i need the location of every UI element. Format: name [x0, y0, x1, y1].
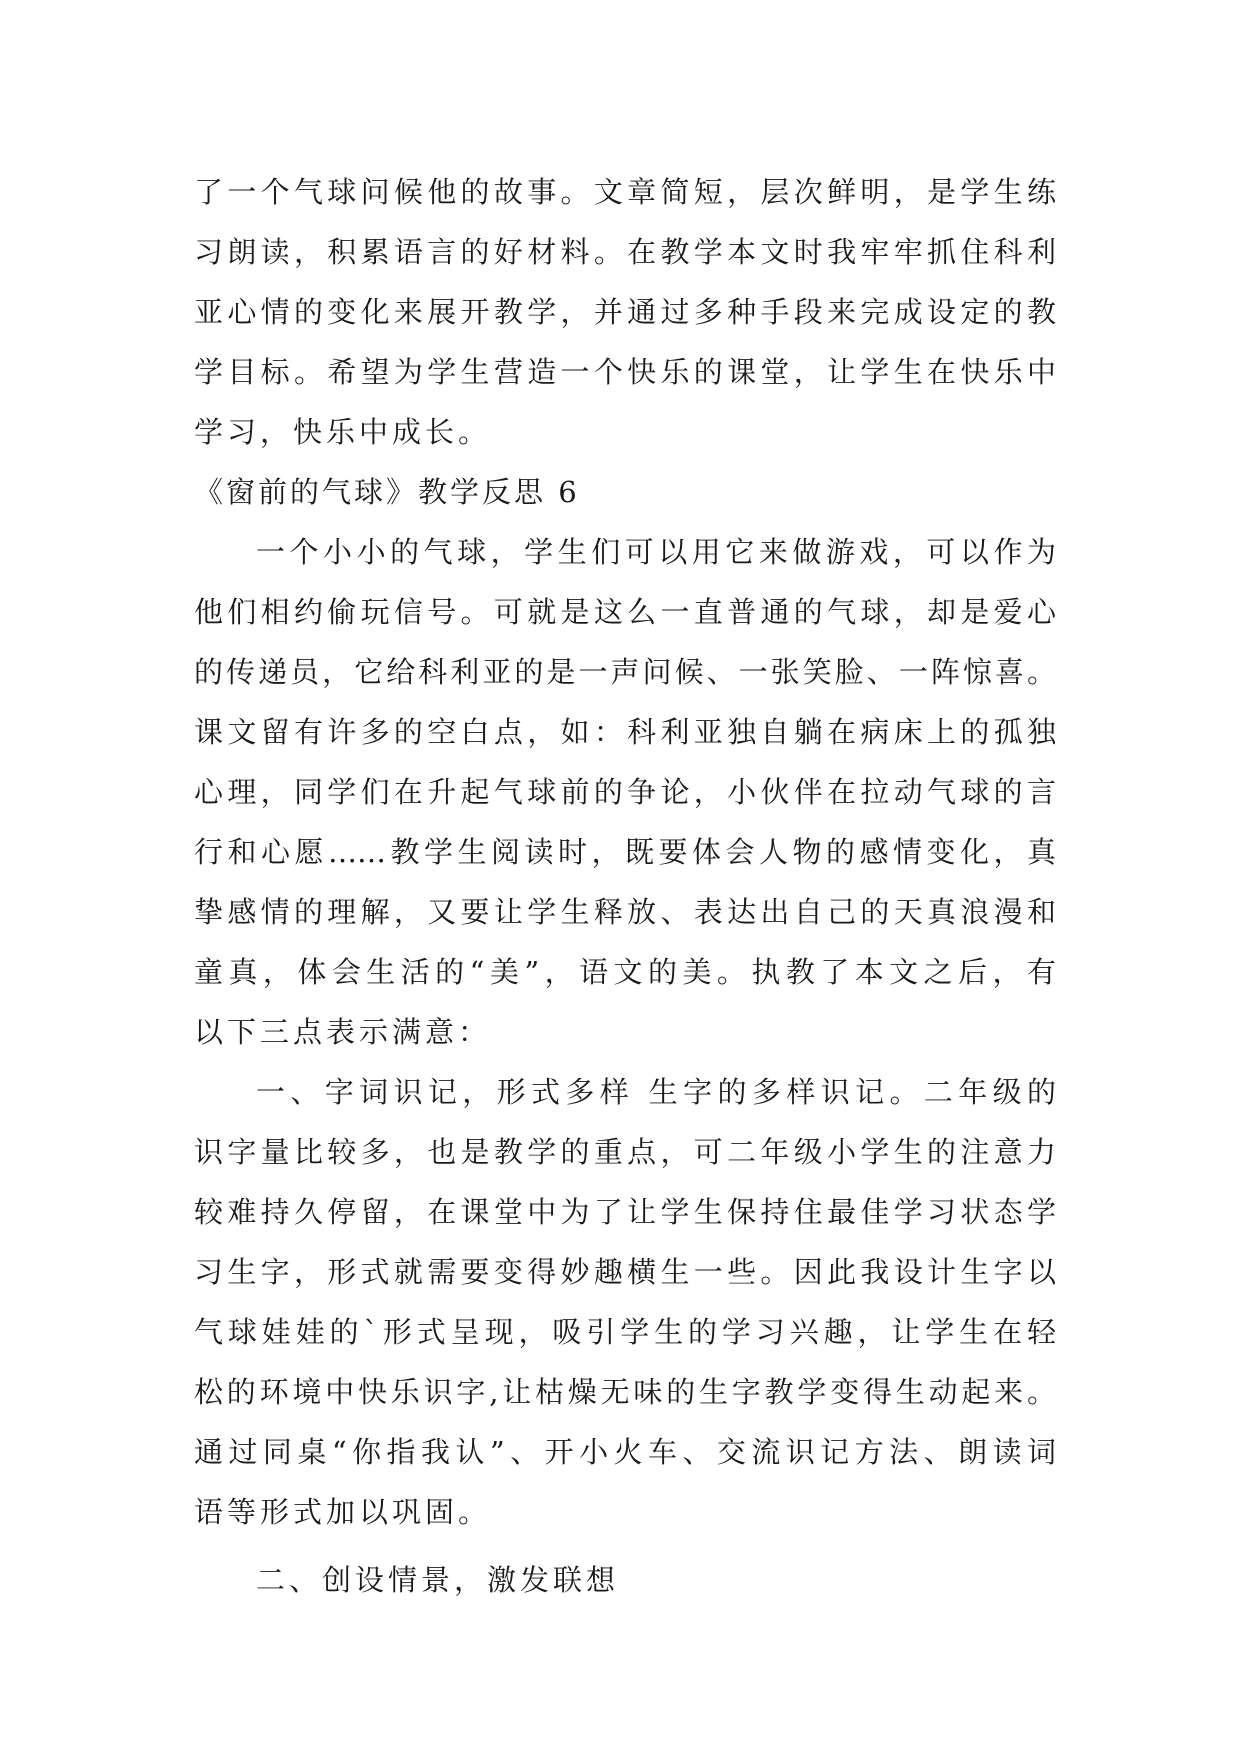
text-line: 一个小小的气球，学生们可以用它来做游戏，可以作为 — [256, 535, 1056, 569]
text-line: 亚心情的变化来展开教学，并通过多种手段来完成设定的教 — [194, 295, 1056, 329]
subheading: 二、创设情景，激发联想 — [256, 1563, 620, 1597]
text-line: 松的环境中快乐识字,让枯燥无味的生字教学变得生动起来。 — [194, 1375, 1056, 1409]
text-line: 识字量比较多，也是教学的重点，可二年级小学生的注意力 — [194, 1135, 1056, 1169]
text-line: 通过同桌“你指我认”、开小火车、交流识记方法、朗读词 — [194, 1435, 1056, 1469]
text-line: 童真，体会生活的“美”，语文的美。执教了本文之后，有 — [194, 955, 1056, 989]
text-line: 语等形式加以巩固。 — [194, 1495, 492, 1529]
text-line: 他们相约偷玩信号。可就是这么一直普通的气球，却是爱心 — [194, 595, 1056, 629]
paragraph-1 — [194, 162, 1056, 462]
text-line: 气球娃娃的`形式呈现，吸引学生的学习兴趣，让学生在轻 — [194, 1315, 1056, 1349]
text-line: 的传递员，它给科利亚的是一声问候、一张笑脸、一阵惊喜。 — [194, 655, 1056, 689]
paragraph-3 — [194, 1062, 1056, 1542]
text-line: 行和心愿……教学生阅读时，既要体会人物的感情变化，真 — [194, 835, 1056, 869]
text-line: 课文留有许多的空白点，如：科利亚独自躺在病床上的孤独 — [194, 715, 1056, 749]
section-title: 《窗前的气球》教学反思 6 — [194, 475, 580, 509]
text-line: 习朗读，积累语言的好材料。在教学本文时我牢牢抓住科利 — [194, 235, 1056, 269]
paragraph-2 — [194, 522, 1056, 1062]
text-line: 心理，同学们在升起气球前的争论，小伙伴在拉动气球的言 — [194, 775, 1056, 809]
text-line: 挚感情的理解，又要让学生释放、表达出自己的天真浪漫和 — [194, 895, 1056, 929]
text-line: 了一个气球问候他的故事。文章简短，层次鲜明，是学生练 — [194, 175, 1056, 209]
text-line: 较难持久停留，在课堂中为了让学生保持住最佳学习状态学 — [194, 1195, 1056, 1229]
text-line: 学习，快乐中成长。 — [194, 415, 492, 449]
document-body — [194, 162, 1056, 1610]
text-line: 习生字，形式就需要变得妙趣横生一些。因此我设计生字以 — [194, 1255, 1056, 1289]
text-line: 一、字词识记，形式多样 生字的多样识记。二年级的 — [256, 1075, 1056, 1109]
text-line: 以下三点表示满意： — [194, 1015, 492, 1049]
text-line: 学目标。希望为学生营造一个快乐的课堂，让学生在快乐中 — [194, 355, 1056, 389]
